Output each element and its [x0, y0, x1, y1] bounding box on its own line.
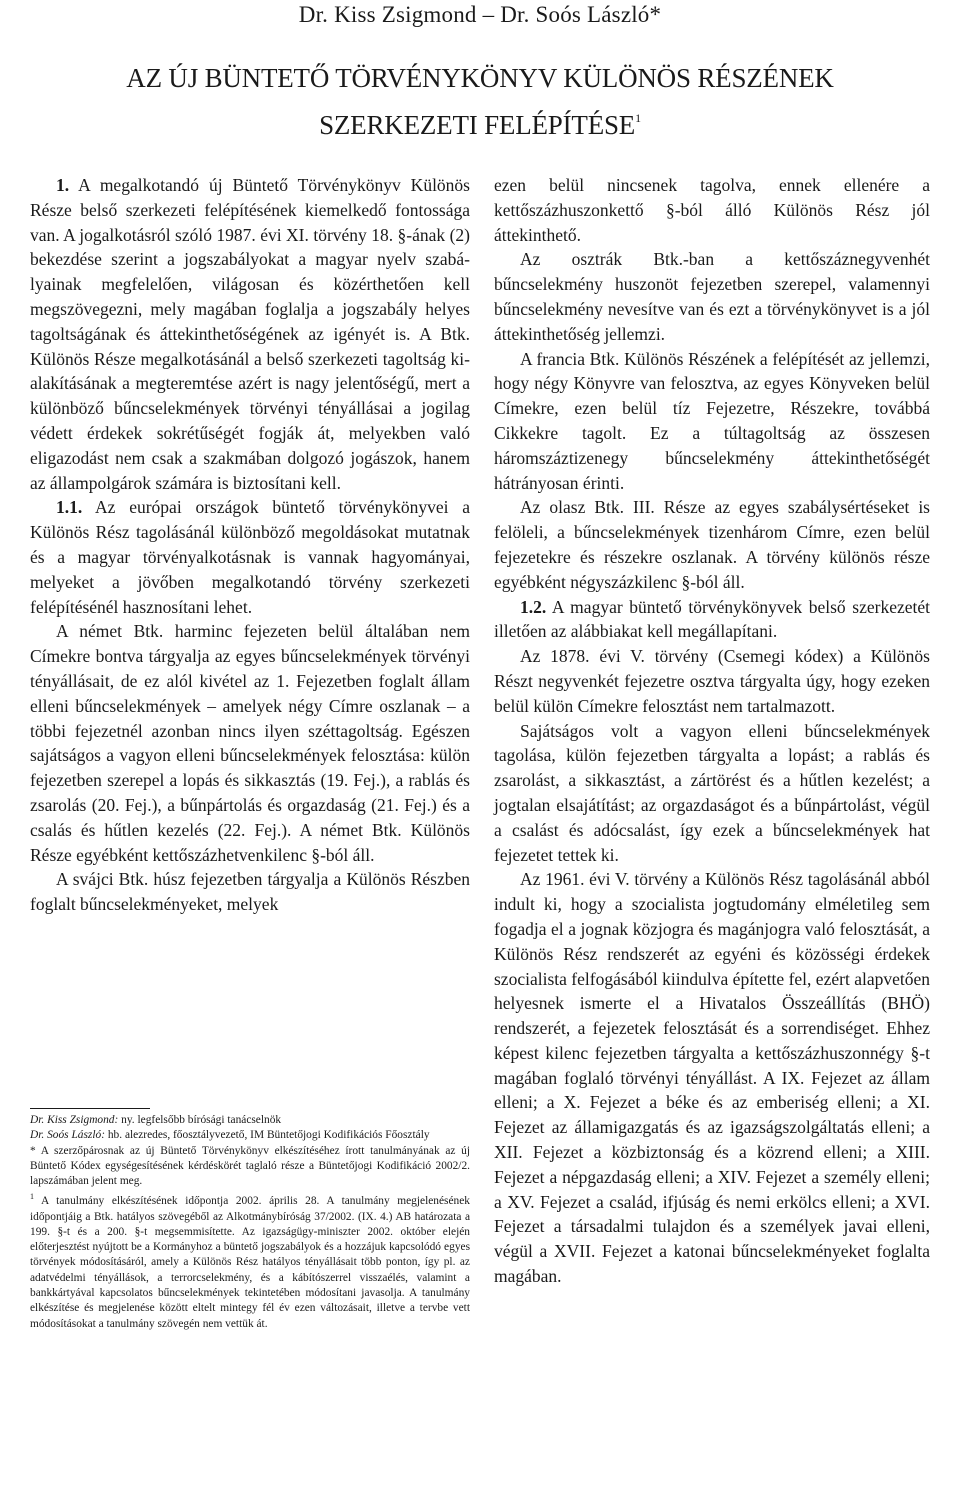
paragraph-text: Az európai országok büntető törvénykönyvei a Különös Rész tagolásánál különböző megoldásokat mutatnak és a magyar törvényalkotásnak is vannak hagyományai, melyeket a jövőben megalkotandó törvény szerkezeti felépítésénél hasznosítani lehet.: [30, 497, 470, 617]
footnote-divider: [30, 1108, 150, 1109]
paragraph: A német Btk. harminc fejezeten belül általában nem Címekre bontva tárgyalja az egyes bűncselekmények törvényi tényállásait, de ez alól kivétel az 1. Fejezetben foglalt állam elleni bűncselekmények – amelyek négy Címre oszlanak – a többi fejezetnél azonban nincs ilyen széttagoltság. Egészen sajátságos a vagyon elleni bűncselekmények felosztása: külön fejezetben szerepel a lopás és sikkasztás (19. Fej.), a rablás és zsarolás (20. Fej.), a bűnpártolás és orgazdaság (21. Fej.) és a csalás és hűtlen kezelés (22. Fej.). A német Btk. Különös Része egyébként kettőszázhetvenkilenc §-ból áll.: [30, 621, 470, 865]
section-number: 1.2.: [520, 596, 547, 617]
footnote: [30, 1113, 470, 1128]
footnote: [30, 1128, 470, 1143]
left-column: [30, 173, 470, 917]
title-line-1: AZ ÚJ BÜNTETŐ TÖRVÉNYKÖNYV KÜLÖNÖS RÉSZÉNEK: [126, 63, 834, 93]
paragraph: Az olasz Btk. III. Része az egyes szabálysértéseket is felöleli, a bűncselekmények tizenhárom Címre, ezen belül fejezetekre és részekre oszlanak. A törvény különös része egyébként négyszázkilenc §-ból áll.: [494, 497, 930, 592]
right-column: [494, 173, 930, 1289]
paragraph-text: A magyar büntető törvénykönyvek belső szerkezetét illetően az alábbiakat kell megállapítani.: [494, 596, 930, 642]
paragraph: [494, 595, 930, 645]
footnotes: [30, 1113, 470, 1332]
section-number: 1.1.: [56, 497, 83, 518]
section-number: 1.: [56, 175, 70, 195]
footnote-mark: 1: [30, 1192, 34, 1202]
paragraph: Az 1878. évi V. törvény (Csemegi kódex) a Különös Részt negyvenkét fejezetre osztva tárgyalta úgy, hogy ezeken belül külön Címekre felosztást nem tartalmazott.: [494, 646, 930, 716]
footnote-name: Dr. Kiss Zsigmond:: [30, 1114, 119, 1126]
paragraph-text: A megalkotandó új Büntető Törvénykönyv Különös Része belső szerkezeti felépítésének kiemelkedő fontossága van. A jogalkotásról szóló 1987. évi XI. törvény 18. §-ának (2) bekezdése szerint a jogszabályokat a magyar nyelv szabályainak megfelelően, világosan és közérthetően kell megszövegezni, mely magában foglalja a jogszabály helyes tagoltságának és áttekinthetőségének az igényét is. A Btk. Különös Része megalkotásánál a belső szerkezeti tagoltság kialakításának a megteremtése azért is nagy jelentőségű, mert a különböző bűncselekmények törvényi tényállásai a jogilag védett érdekek sokrétűségét fogják át, melyekben való eligazodást nem csak a szakmában dolgozó jogászok, hanem az állampolgárok számára is biztosítani kell.: [30, 175, 470, 493]
paragraph: A francia Btk. Különös Részének a felépítését az jellemzi, hogy négy Könyvre van felosztva, az egyes Könyveken belül Címekre, ezen belül tíz Fejezetre, Részekre, továbbá Cikkekre tagolt. Ez a túltagoltság az összesen háromszáztizenegy bűncselekmény áttekinthetőségét hátrányosan érinti.: [494, 348, 930, 493]
paragraph: [30, 495, 470, 619]
footnote: * A szerzőpárosnak az új Büntető Törvénykönyv elkészítéséhez írott tanulmányának az új Büntető Kódex egységesítésének kérdéskörét taglaló része a Büntetőjogi Kodifikáció 2002/2. lapszámában jelent meg.: [30, 1144, 470, 1188]
title-line-2-text: SZERKEZETI FELÉPÍTÉSE: [319, 110, 636, 140]
title-footnote-mark: 1: [635, 111, 641, 125]
title-line-2: [0, 98, 960, 145]
paragraph: A svájci Btk. húsz fejezetben tárgyalja a Különös Részben foglalt bűncselekményeket, melyek: [30, 869, 470, 915]
footnote: [30, 1189, 470, 1331]
paragraph: Az 1961. évi V. törvény a Különös Rész tagolásánál abból indult ki, hogy a szocialista jogtudomány elméletileg sem fogadja el a jognak közjogra és magánjogra való felosztását, a Különös Rész rendszerét az egyéni és közösségi érdekek szocialista felfogásából kiindulva építette fel, ezért alapvetően helyesnek ismerte el a Hivatalos Összeállítás (BHÖ) rendszerét, a fejezetek felosztását és a sorrendiséget. Ehhez képest kilenc fejezetben tárgyalta a kettőszázhuszonnégy §-t magában foglaló törvényi tényállást. A IX. Fejezet az állam elleni; a X. Fejezet a béke és az emberiség elleni; a XI. Fejezet az államigazgatás és az igazságszolgáltatás elleni; a XII. Fejezet a közbiztonság és a közrend elleni; a XIII. Fejezet a népgazdaság elleni; a XIV. Fejezet a személy elleni; a XV. Fejezet a család, ifjúság és nemi erkölcs elleni; a XVI. Fejezet a társadalmi tulajdon és a személyek javai elleni, végül a XVII. Fejezet a katonai bűncselekményeket foglalta magában.: [494, 869, 930, 1287]
footnote-text: A tanulmány elkészítésének időpontja 2002. április 28. A tanulmány megjelenésének időpontjáig a Btk. hatályos szövegéből az Alkotmánybíróság 37/2002. (IX. 4.) AB határozata a 199. §-t és a 200. §-t megsemmisítette. Az igazságügy-miniszter 2002. október elején előterjesztést nyújtott be a Kormányhoz a büntető jogszabályok és a hozzájuk kapcsolódó egyes törvények módosításáról, amely a Különös Rész hatályos tényállásait több ponton, így pl. az adatvédelmi tényállások, a terrorcselekmény, és a kábítószerrel visszaélés, valamint a bankkártyával kapcsolatos bűncselekmények tekintetében módosítani javasolja. A tanulmány elkészítése és megjelenése között eltelt mintegy fél év ezen változásait, illetve a tervbe vett módosításokat a tanulmány szövegén nem vettük át.: [30, 1195, 470, 1330]
paragraph: ezen belül nincsenek tagolva, ennek ellenére a kettőszázhuszonkettő §-ból álló Különös Rész jól áttekinthető.: [494, 175, 930, 245]
paragraph: Sajátságos volt a vagyon elleni bűncselekmények tagolása, külön fejezetben tárgyalta a lopást; a rablás és zsarolást, a sikkasztást, a zártörést és a hűtlen kezelést; a jogtalan elsajátítást; az orgazdaságot és a bűnpártolást, végül a csalást és adócsalást, így ezek a bűncselekmények hat fejezetet tettek ki.: [494, 720, 930, 865]
paragraph: Az osztrák Btk.-ban a kettőszáznegyvenhét bűncselekmény huszonöt fejezetben szerepel, valamennyi bűncselekmény nevesítve van és ezt a törvénykönyvet is a jól áttekinthetőség jellemzi.: [494, 249, 930, 344]
footnote-text: ny. legfelsőbb bírósági tanácselnök: [118, 1114, 282, 1126]
footnote-name: Dr. Soós László:: [30, 1129, 106, 1142]
authors-line: Dr. Kiss Zsigmond – Dr. Soós László*: [298, 2, 662, 27]
footnote-text: hb. alezredes, főosztályvezető, IM Büntetőjogi Kodifikációs Főosztály: [105, 1129, 430, 1142]
paragraph: [30, 173, 470, 495]
